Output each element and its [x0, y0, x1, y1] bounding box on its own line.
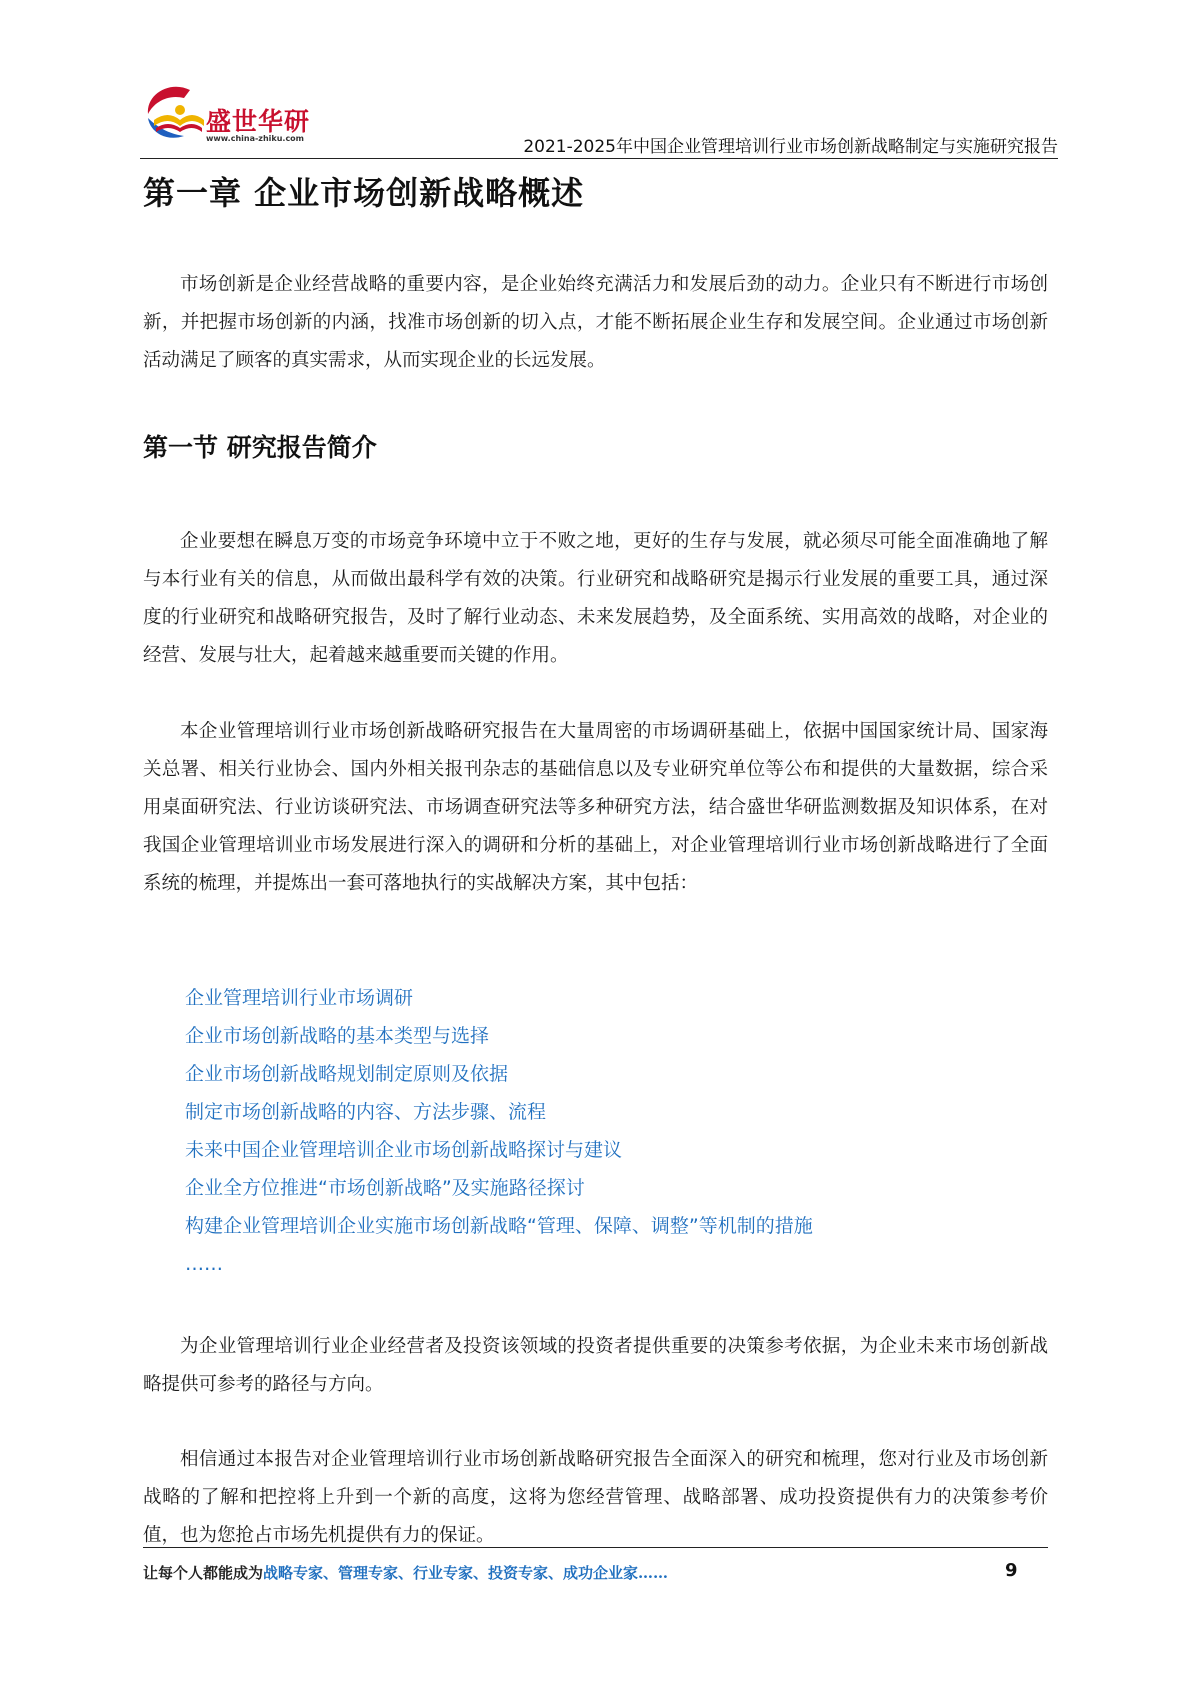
closing-paragraph: 为企业管理培训行业企业经营者及投资该领域的投资者提供重要的决策参考依据，为企业未来市场创新战略提供可参考的路径与方向。 [143, 1336, 1048, 1395]
contents-list-item[interactable]: 制定市场创新战略的内容、方法步骤、流程 [185, 1101, 547, 1123]
logo-url: www.china-zhiku.com [206, 134, 305, 143]
logo-name: 盛世华研 [206, 107, 311, 136]
intro-paragraph: 市场创新是企业经营战略的重要内容，是企业始终充满活力和发展后劲的动力。企业只有不断进行市场创新，并把握市场创新的内涵，找准市场创新的切入点，才能不断拓展企业生存和发展空间。企业通过市场创新活动满足了顾客的真实需求，从而实现企业的长远发展。 [143, 274, 1048, 371]
contents-list-item[interactable]: 企业市场创新战略规划制定原则及依据 [185, 1063, 509, 1085]
page-header [140, 80, 1058, 160]
footer-slogan-prefix: 让每个人都能成为 [143, 1564, 264, 1582]
body-paragraph: 本企业管理培训行业市场创新战略研究报告在大量周密的市场调研基础上，依据中国国家统计局、国家海关总署、相关行业协会、国内外相关报刊杂志的基础信息以及专业研究单位等公布和提供的大量数据，综合采用桌面研究法、行业访谈研究法、市场调查研究法等多种研究方法，结合盛世华研监测数据及知识体系，在对我国企业管理培训业市场发展进行深入的调研和分析的基础上，对企业管理培训行业市场创新战略进行了全面系统的梳理，并提炼出一套可落地执行的实战解决方案，其中包括： [143, 721, 1048, 894]
body-paragraph: 企业要想在瞬息万变的市场竞争环境中立于不败之地，更好的生存与发展，就必须尽可能全面准确地了解与本行业有关的信息，从而做出最科学有效的决策。行业研究和战略研究是揭示行业发展的重要工具，通过深度的行业研究和战略研究报告，及时了解行业动态、未来发展趋势，及全面系统、实用高效的战略，对企业的经营、发展与壮大，起着越来越重要而关键的作用。 [143, 531, 1048, 666]
logo-emblem-icon [140, 80, 206, 146]
company-logo [140, 80, 330, 150]
contents-list-item[interactable]: 未来中国企业管理培训企业市场创新战略探讨与建议 [185, 1139, 623, 1161]
section-title: 第一节 研究报告简介 [143, 433, 377, 462]
footer-slogan-highlight: 战略专家、管理专家、行业专家、投资专家、成功企业家…… [263, 1564, 669, 1582]
contents-list [185, 979, 813, 1283]
chapter-title: 第一章 企业市场创新战略概述 [143, 174, 585, 212]
contents-list-ellipsis: …… [185, 1253, 223, 1275]
footer-slogan [143, 1562, 668, 1583]
contents-list-item[interactable]: 企业管理培训行业市场调研 [185, 987, 414, 1009]
footer-divider [143, 1547, 1048, 1548]
contents-list-item[interactable]: 企业全方位推进“市场创新战略”及实施路径探讨 [185, 1177, 585, 1199]
header-divider [140, 158, 1058, 159]
contents-list-item[interactable]: 企业市场创新战略的基本类型与选择 [185, 1025, 490, 1047]
report-title: 2021-2025年中国企业管理培训行业市场创新战略制定与实施研究报告 [523, 137, 1058, 157]
page-number: 9 [1005, 1560, 1018, 1581]
closing-paragraph: 相信通过本报告对企业管理培训行业市场创新战略研究报告全面深入的研究和梳理，您对行业及市场创新战略的了解和把控将上升到一个新的高度，这将为您经营管理、战略部署、成功投资提供有力的决策参考价值，也为您抢占市场先机提供有力的保证。 [143, 1449, 1048, 1546]
contents-list-item[interactable]: 构建企业管理培训企业实施市场创新战略“管理、保障、调整”等机制的措施 [185, 1215, 813, 1237]
